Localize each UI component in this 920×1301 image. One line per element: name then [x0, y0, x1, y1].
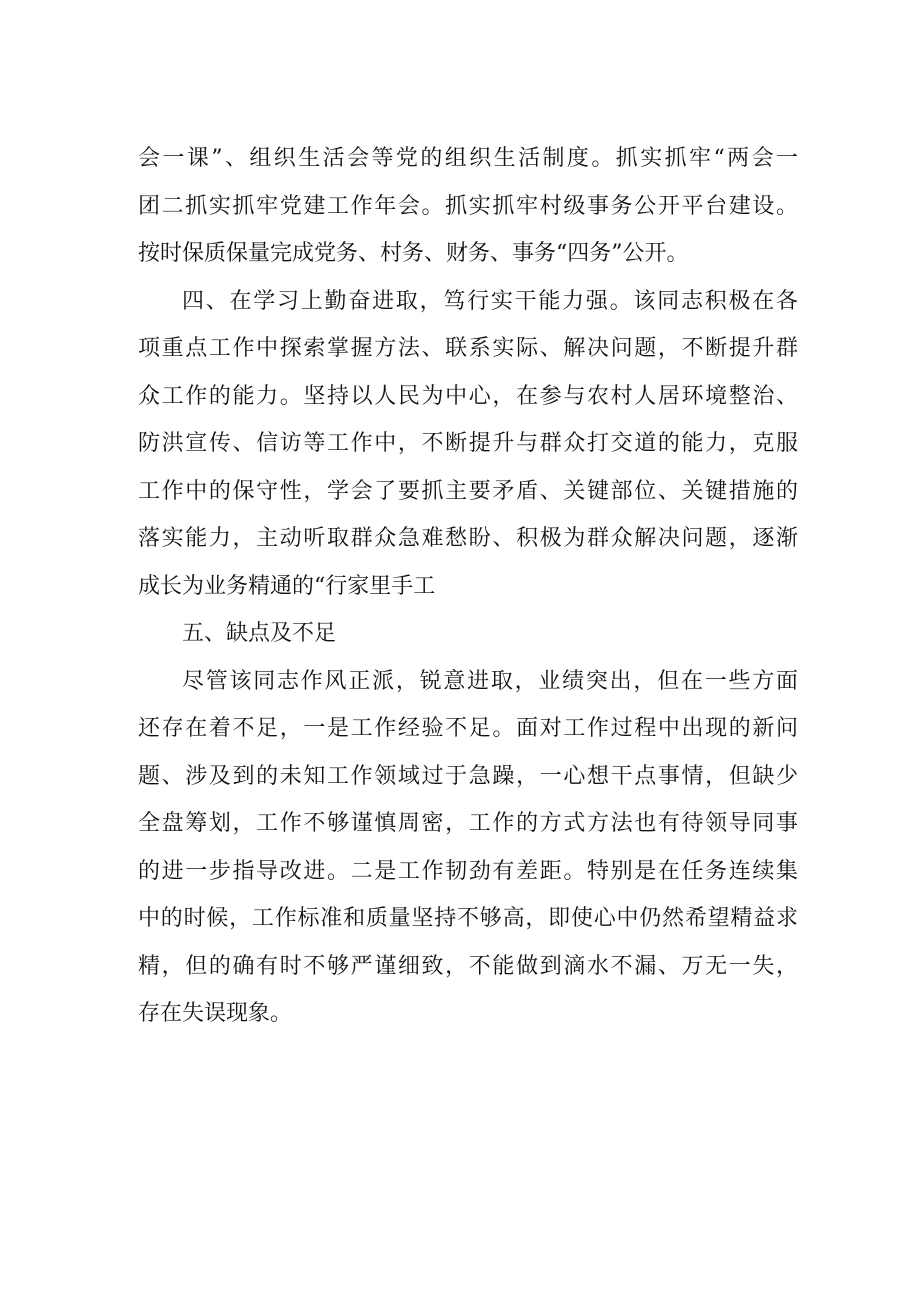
text-line: 存在失误现象。: [138, 1001, 293, 1026]
text-line: 项重点工作中探索掌握方法、联系实际、解决问题，不断提升群: [138, 336, 798, 361]
text-line: 成长为业务精通的“行家里手工: [138, 573, 436, 599]
section-heading-five: 五、缺点及不足: [182, 621, 337, 646]
text-line: 的进一步指导改进。二是工作韧劲有差距。特别是在任务连续集: [138, 858, 798, 884]
text-line: 全盘筹划，工作不够谨慎周密，工作的方式方法也有待领导同事: [138, 811, 798, 836]
text-line: 还存在着不足，一是工作经验不足。面对工作过程中出现的新问: [138, 716, 798, 741]
text-line: 团二抓实抓牢党建工作年会。抓实抓牢村级事务公开平台建设。: [138, 193, 798, 219]
text-line: 按时保质保量完成党务、村务、财务、事务“四务”公开。: [138, 241, 689, 266]
text-line: 精，但的确有时不够严谨细致，不能做到滴水不漏、万无一失，: [138, 953, 798, 979]
text-line: 中的时候，工作标准和质量坚持不够高，即使心中仍然希望精益求: [138, 906, 798, 931]
text-line: 尽管该同志作风正派，锐意进取，业绩突出，但在一些方面: [182, 668, 798, 694]
text-line: 题、涉及到的未知工作领域过于急躁，一心想干点事情，但缺少: [138, 763, 798, 789]
text-line: 工作中的保守性，学会了要抓主要矛盾、关键部位、关键措施的: [138, 478, 798, 504]
text-line: 落实能力，主动听取群众急难愁盼、积极为群众解决问题，逐渐: [138, 526, 798, 551]
paragraph-heading-four: 四、在学习上勤奋进取，笃行实干能力强。该同志积极在各: [182, 288, 798, 314]
text-line: 防洪宣传、信访等工作中，不断提升与群众打交道的能力，克服: [138, 431, 798, 456]
text-line: 会一课”、组织生活会等党的组织生活制度。抓实抓牢“两会一: [138, 146, 798, 171]
document-body: [138, 135, 798, 1038]
text-line: 众工作的能力。坚持以人民为中心，在参与农村人居环境整治、: [138, 383, 798, 409]
